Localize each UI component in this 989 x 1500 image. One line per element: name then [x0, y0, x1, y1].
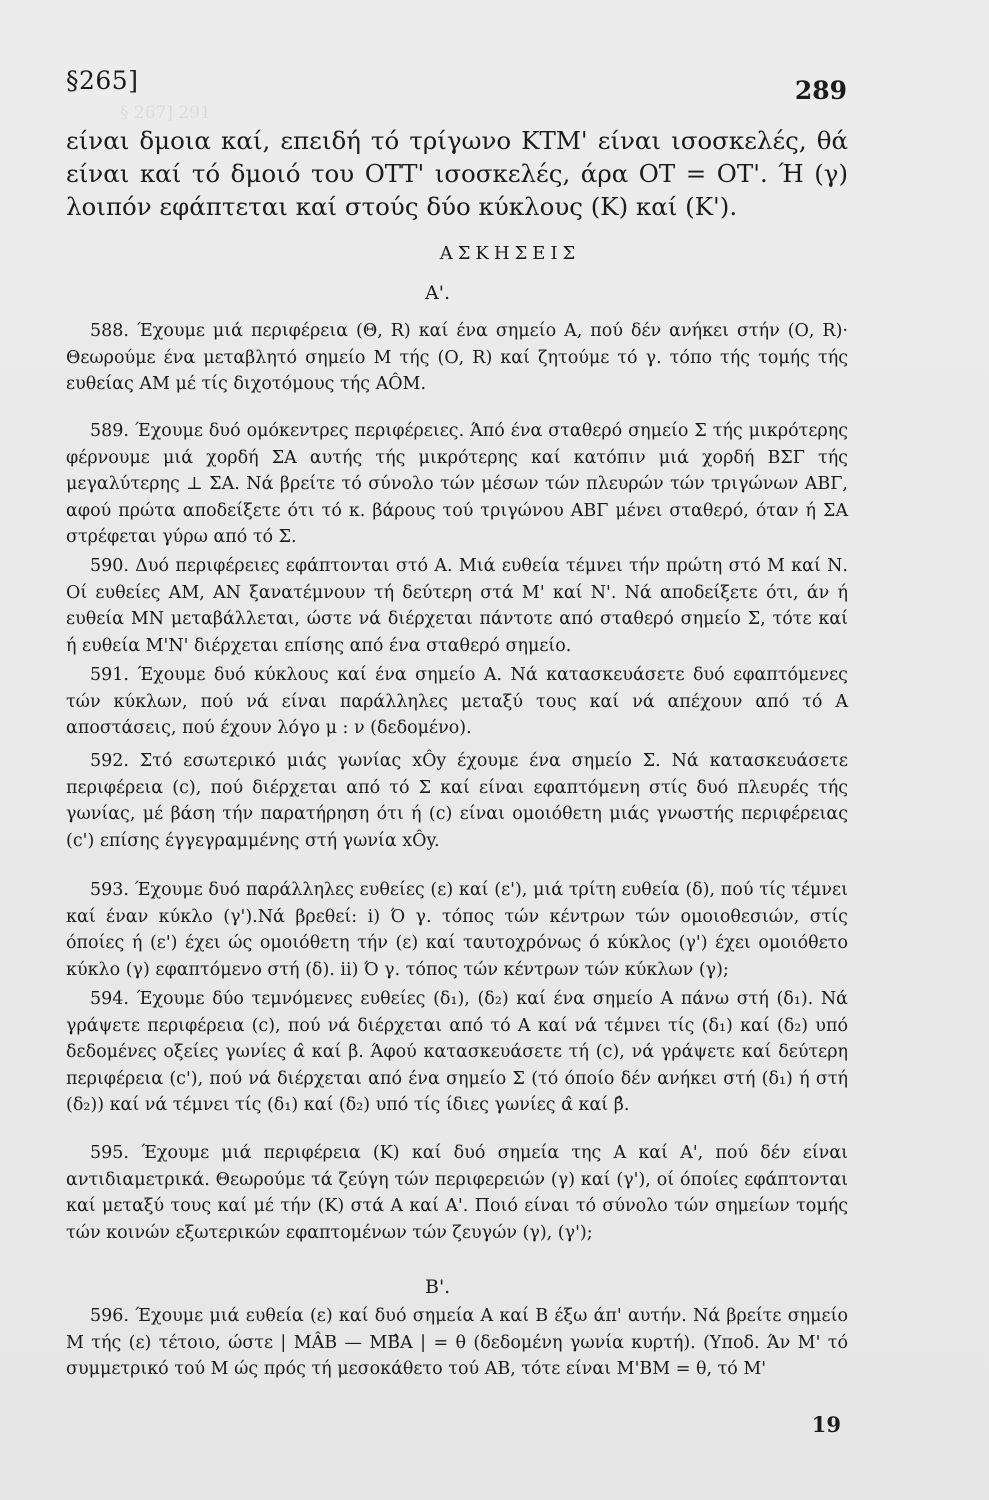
exercise-number: 591.: [90, 665, 129, 685]
exercise-number: 592.: [90, 751, 129, 771]
bleed-through-text: § 267] 291: [120, 103, 211, 123]
exercise-number: 595.: [90, 1143, 129, 1163]
signature-mark: 19: [811, 1412, 841, 1437]
exercise-number: 593.: [90, 880, 129, 900]
exercise-number: 594.: [90, 989, 129, 1009]
exercises-heading: ΑΣΚΗΣΕΙΣ: [439, 243, 581, 264]
exercise-text: Έχουμε δυό ομόκεντρες περιφέρειες. Άπό ένα σταθερό σημείο Σ τής μικρότερης φέρνουμε μιά χορδή ΣΑ αυτής τής μικρότερης καί κατόπιν μιά χορδή ΒΣΓ τής μεγαλύτερης ⊥ ΣΑ. Νά βρείτε τό σύνολο τών μέσων τών πλευρών τών τριγώνων ΑΒΓ, αφού πρώτα αποδείξετε ότι τό κ. βάρους τού τριγώνου ΑΒΓ μένει σταθερό, όταν ή ΣΑ στρέφεται γύρω από τό Σ.: [66, 421, 848, 547]
exercise-595: [66, 1140, 848, 1246]
exercise-text: Έχουμε μιά περιφέρεια (Κ) καί δυό σημεία της Α καί Α', πού δέν είναι αντιδιαμετρικά. Θεωρούμε τά ζεύγη τών περιφερειών (γ) καί (γ'), οί όποίες εφάπτονται καί μεταξύ τους καί μέ τήν (Κ) στά Α καί Α'. Ποιό είναι τό σύνολο τών σημείων τομής τών κοινών εξωτερικών εφαπτομένων τών ζευγών (γ), (γ');: [66, 1143, 848, 1243]
exercise-589: [66, 418, 848, 551]
exercise-592: [66, 748, 848, 854]
exercise-number: 590.: [90, 556, 129, 576]
exercise-text: Έχουμε δυό παράλληλες ευθείες (ε) καί (ε'), μιά τρίτη ευθεία (δ), πού τίς τέμνει καί έναν κύκλο (γ').Νά βρεθεί: i) Ό γ. τόπος τών κέντρων τών ομοιοθεσιών, στίς όποίες ή (ε') έχει ώς ομοιόθετη τήν (ε) καί ταυτοχρόνως ό κύκλος (γ') έχει ομοιόθετο κύκλο (γ) εφαπτόμενο στή (δ). ii) Ό γ. τόπος τών κέντρων τών κύκλων (γ);: [66, 880, 848, 980]
page-number: 289: [794, 76, 847, 105]
exercise-text: Στό εσωτερικό μιάς γωνίας xÔy έχουμε ένα σημείο Σ. Νά κατασκευάσετε περιφέρεια (c), πού διέρχεται από τό Σ καί είναι εφαπτόμενη στίς δυό πλευρές τής γωνίας, μέ βάση τήν παρατήρηση ότι ή (c) είναι ομοιόθετη μιάς γνωστής περιφέρειας (c') επίσης έγγεγραμμένης στή γωνία xÔy.: [66, 751, 848, 851]
exercise-number: 596.: [90, 1306, 129, 1326]
exercise-number: 588.: [90, 321, 129, 341]
exercise-591: [66, 662, 848, 742]
intro-paragraph: [66, 124, 848, 223]
exercise-text: Δυό περιφέρειες εφάπτονται στό Α. Μιά ευθεία τέμνει τήν πρώτη στό Μ καί Ν. Οί ευθείες ΑΜ, ΑΝ ξανατέμνουν τή δεύτερη στά Μ' καί Ν'. Νά αποδείξετε ότι, άν ή ευθεία ΜΝ μεταβάλλεται, ώστε νά διέρχεται πάντοτε από σταθερό σημείο Σ, τότε καί ή ευθεία Μ'Ν' διέρχεται επίσης από ένα σταθερό σημείο.: [66, 556, 848, 656]
exercise-text: Έχουμε δύο τεμνόμενες ευθείες (δ₁), (δ₂) καί ένα σημείο Α πάνω στή (δ₁). Νά γράψετε περιφέρεια (c), πού νά διέρχεται από τό Α καί νά τέμνει τίς (δ₁) καί (δ₂) υπό δεδομένες οξείες γωνίες α̂ καί β. Άφού κατασκευάσετε τή (c), νά γράψετε καί δεύτερη περιφέρεια (c'), πού νά διέρχεται από ένα σημείο Σ (τό όποίο δέν ανήκει στή (δ₁) ή στή (δ₂)) καί νά τέμνει τίς (δ₁) καί (δ₂) υπό τίς ίδιες γωνίες α̂ καί β̂.: [66, 989, 848, 1115]
exercise-594: [66, 986, 848, 1119]
exercise-596: [66, 1303, 848, 1383]
exercise-590: [66, 553, 848, 659]
exercise-text: Έχουμε μιά περιφέρεια (Θ, R) καί ένα σημείο Α, πού δέν ανήκει στήν (Ο, R)· Θεωρούμε ένα μεταβλητό σημείο Μ τής (Ο, R) καί ζητούμε τό γ. τόπο τής τομής τής ευθείας ΑΜ μέ τίς διχοτόμους τής ΑÔΜ.: [66, 321, 848, 394]
exercise-text: Έχουμε μιά ευθεία (ε) καί δυό σημεία Α καί Β έξω άπ' αυτήν. Νά βρείτε σημείο Μ τής (ε) τέτοιο, ώστε | ΜÂΒ — ΜΒ̂Α | = θ (δεδομένη γωνία κυρτή). (Υποδ. Άν Μ' τό συμμετρικό τού Μ ώς πρός τή μεσοκάθετο τού ΑΒ, τότε είναι Μ'ΒΜ = θ, τό Μ': [66, 1306, 848, 1379]
exercise-593: [66, 877, 848, 983]
section-reference: §265]: [66, 66, 139, 95]
exercise-text: Έχουμε δυό κύκλους καί ένα σημείο Α. Νά κατασκευάσετε δυό εφαπτόμενες τών κύκλων, πού νά είναι παράλληλες μεταξύ τους καί νά απέχουν από τό Α αποστάσεις, πού έχουν λόγο μ : ν (δεδομένο).: [66, 665, 848, 738]
subsection-a-heading: Α'.: [425, 282, 450, 304]
exercise-number: 589.: [90, 421, 129, 441]
exercise-588: [66, 318, 848, 398]
subsection-b-heading: Β'.: [425, 1276, 451, 1298]
intro-text: είναι δμοια καί, επειδή τό τρίγωνο ΚΤΜ' είναι ισοσκελές, θά είναι καί τό δμοιό του ΟΤΤ' ισοσκελές, άρα ΟΤ = ΟΤ'. Ή (γ) λοιπόν εφάπτεται καί στούς δύο κύκλους (Κ) καί (Κ').: [66, 126, 848, 221]
